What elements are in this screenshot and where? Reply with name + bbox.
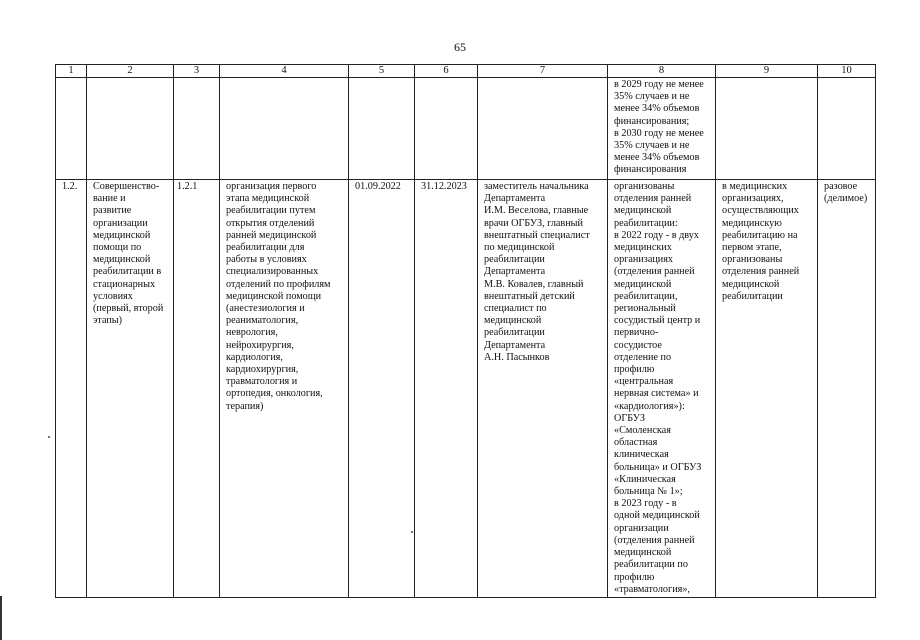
cell-line: нейрохирургия, <box>226 339 294 351</box>
cell-line: реабилитации по <box>614 559 688 571</box>
cell-line: первично- <box>614 327 659 339</box>
cell-line: медицинскую <box>722 217 782 229</box>
cell-line: 35% случаев и не <box>614 140 690 152</box>
cell-line: реаниматология, <box>226 315 299 327</box>
header-cell: 10 <box>818 65 876 78</box>
cell-line: медицинской <box>93 229 151 241</box>
cell-line: реабилитации путем <box>226 205 316 217</box>
cell-line: больница» и ОГБУЗ <box>614 461 702 473</box>
cell-line: М.В. Ковалев, главный <box>484 278 584 290</box>
cell-line: этапы) <box>93 315 123 327</box>
cell-line: специалист по <box>484 303 547 315</box>
cell-line: медицинской <box>614 547 672 559</box>
cell-line: реабилитации в <box>93 266 162 278</box>
cell-result <box>608 78 716 180</box>
cell-number: 1.2. <box>56 180 87 598</box>
cell-line: менее 34% объемов <box>614 103 700 115</box>
cell-line: И.М. Веселова, главные <box>484 205 589 217</box>
table-row <box>56 180 876 598</box>
cell-line: ортопедия, онкология, <box>226 388 323 400</box>
cell-line: «Смоленская <box>614 425 671 437</box>
header-cell: 5 <box>349 65 415 78</box>
cell-line: клиническая <box>614 449 669 461</box>
cell-line: региональный <box>614 303 676 315</box>
cell-line: менее 34% объемов <box>614 152 700 164</box>
cell-line: организации <box>614 522 669 534</box>
cell-activity <box>220 180 349 598</box>
cell-code: 1.2.1 <box>174 180 220 598</box>
table-row <box>56 78 876 180</box>
cell-line: открытия отделений <box>226 217 315 229</box>
cell-line: ранней медицинской <box>226 229 317 241</box>
cell-line: организации <box>93 217 148 229</box>
cell-line: осуществляющих <box>722 205 799 217</box>
cell-line: в 2022 году - в двух <box>614 229 699 241</box>
cell-line: областная <box>614 437 658 449</box>
cell-line: больница № 1»; <box>614 486 683 498</box>
cell-task <box>87 180 174 598</box>
cell-line: в 2029 году не менее <box>614 79 704 90</box>
cell-indicator <box>716 180 818 598</box>
cell-line: Департамента <box>484 193 546 205</box>
table-header-row <box>56 65 876 78</box>
cell-end-date: 31.12.2023 <box>415 180 478 598</box>
scan-speck <box>411 531 413 533</box>
cell-line: медицинской <box>614 205 672 217</box>
cell-line: медицинской <box>484 315 542 327</box>
cell-line: внештатный специалист <box>484 229 590 241</box>
cell-type <box>818 78 876 180</box>
cell-end-date <box>415 78 478 180</box>
cell-line: реабилитации <box>484 254 545 266</box>
cell-start-date: 01.09.2022 <box>349 180 415 598</box>
cell-line: (делимое) <box>824 193 868 205</box>
header-cell: 1 <box>56 65 87 78</box>
cell-line: реабилитации <box>484 327 545 339</box>
cell-line: финансирования; <box>614 115 690 127</box>
cell-line: (отделения ранней <box>614 266 695 278</box>
cell-line: терапия) <box>226 400 264 412</box>
plan-table <box>55 64 876 598</box>
cell-line: реабилитации: <box>614 217 678 229</box>
cell-line: в 2030 году не менее <box>614 127 704 139</box>
cell-line: организованы <box>722 254 783 266</box>
cell-line: организация первого <box>226 181 317 192</box>
header-cell: 9 <box>716 65 818 78</box>
cell-line: (отделения ранней <box>614 534 695 546</box>
header-cell: 6 <box>415 65 478 78</box>
cell-line: организациях <box>614 254 674 266</box>
cell-line: работы в условиях <box>226 254 307 266</box>
cell-line: профилю <box>614 571 655 583</box>
cell-indicator <box>716 78 818 180</box>
cell-line: отделения ранней <box>722 266 800 278</box>
cell-line: «травматология», <box>614 583 690 595</box>
cell-line: реабилитацию на <box>722 229 798 241</box>
cell-line: отделений по профилям <box>226 278 331 290</box>
cell-line: специализированных <box>226 266 319 278</box>
cell-line: кардиология, <box>226 351 283 363</box>
cell-line: А.Н. Пасынков <box>484 351 550 363</box>
cell-line: неврология, <box>226 327 278 339</box>
header-cell: 3 <box>174 65 220 78</box>
cell-line: кардиохирургия, <box>226 364 299 376</box>
cell-responsible <box>478 78 608 180</box>
scan-speck <box>48 436 50 438</box>
cell-line: медицинской помощи <box>226 290 322 302</box>
cell-line: внештатный детский <box>484 290 575 302</box>
cell-line: «кардиология»): <box>614 400 685 412</box>
cell-activity <box>220 78 349 180</box>
cell-line: отделения ранней <box>614 193 692 205</box>
cell-task <box>87 78 174 180</box>
cell-line: Совершенство- <box>93 181 160 192</box>
cell-line: вание и <box>93 193 126 205</box>
cell-type <box>818 180 876 598</box>
cell-responsible <box>478 180 608 598</box>
scan-edge-mark <box>0 596 5 640</box>
header-cell: 8 <box>608 65 716 78</box>
cell-number <box>56 78 87 180</box>
cell-line: профилю <box>614 364 655 376</box>
cell-line: одной медицинской <box>614 510 700 522</box>
cell-line: по медицинской <box>484 242 555 254</box>
cell-line: в 2023 году - в <box>614 498 677 510</box>
header-cell: 4 <box>220 65 349 78</box>
cell-line: медицинских <box>614 242 672 254</box>
cell-result <box>608 180 716 598</box>
cell-start-date <box>349 78 415 180</box>
cell-line: 35% случаев и не <box>614 91 690 103</box>
cell-line: ОГБУЗ <box>614 412 645 424</box>
cell-line: финансирования <box>614 164 687 176</box>
cell-line: врачи ОГБУЗ, главный <box>484 217 583 229</box>
cell-line: условиях <box>93 290 133 302</box>
cell-line: травматология и <box>226 376 298 388</box>
cell-line: медицинской <box>614 278 672 290</box>
cell-line: медицинской <box>93 254 151 266</box>
cell-line: стационарных <box>93 278 156 290</box>
cell-line: «центральная <box>614 376 674 388</box>
cell-line: организациях, <box>722 193 784 205</box>
header-cell: 7 <box>478 65 608 78</box>
cell-line: этапа медицинской <box>226 193 310 205</box>
cell-line: (анестезиология и <box>226 303 305 315</box>
page-number: 65 <box>454 40 466 54</box>
cell-line: реабилитации для <box>226 242 305 254</box>
cell-line: сосудистый центр и <box>614 315 701 327</box>
cell-line: организованы <box>614 181 675 192</box>
cell-line: «Клиническая <box>614 473 676 485</box>
cell-line: Департамента <box>484 339 546 351</box>
cell-line: сосудистое <box>614 339 662 351</box>
cell-line: реабилитации <box>722 290 783 302</box>
cell-line: отделение по <box>614 351 672 363</box>
cell-code <box>174 78 220 180</box>
cell-line: (первый, второй <box>93 303 164 315</box>
cell-line: помощи по <box>93 242 142 254</box>
cell-line: реабилитации, <box>614 290 678 302</box>
cell-line: первом этапе, <box>722 242 782 254</box>
cell-line: Департамента <box>484 266 546 278</box>
cell-line: нервная система» и <box>614 388 699 400</box>
cell-line: разовое <box>824 181 858 192</box>
cell-line: развитие <box>93 205 132 217</box>
cell-line: в медицинских <box>722 181 788 192</box>
header-cell: 2 <box>87 65 174 78</box>
cell-line: заместитель начальника <box>484 181 589 192</box>
cell-line: медицинской <box>722 278 780 290</box>
